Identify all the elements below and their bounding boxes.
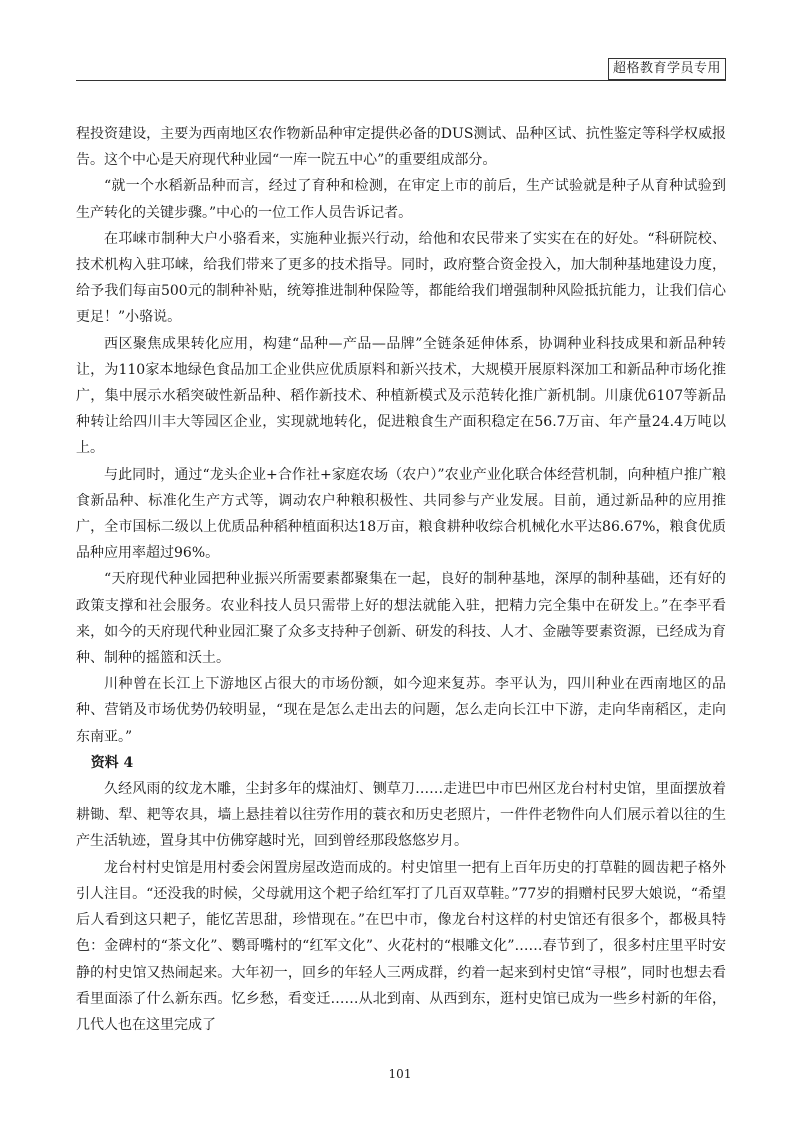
header-rule — [76, 80, 726, 81]
header-tag: 超格教育学员专用 — [608, 58, 726, 80]
paragraph-2: “就一个水稻新品种而言，经过了育种和检测，在审定上市的前后，生产试验就是种子从育种试验到生产转化的关键步骤。”中心的一位工作人员告诉记者。 — [76, 178, 726, 221]
paragraph-3: 在邛崃市制种大户小骆看来，实施种业振兴行动，给他和农民带来了实实在在的好处。“科研院校、技术机构入驻邛崃，给我们带来了更多的技术指导。同时，政府整合资金投入，加大制种基地建设力度，给予我们每亩500元的制种补贴，统筹推进制种保险等，都能给我们增强制种风险抵抗能力，让我们信心更足！”小骆说。 — [76, 230, 726, 326]
paragraph-4: 西区聚焦成果转化应用，构建“品种—产品—品牌”全链条延伸体系，协调种业科技成果和新品种转让，为110家本地绿色食品加工企业供应优质原料和新兴技术，大规模开展原料深加工和新品种市场化推广，集中展示水稻突破性新品种、稻作新技术、种植新模式及示范转化推广新机制。川康优6107等新品种转让给四川丰大等园区企业，实现就地转化，促进粮食生产面积稳定在56.7万亩、年产量24.4万吨以上。 — [76, 335, 726, 457]
paragraph-7: 川种曾在长江上下游地区占很大的市场份额，如今迎来复苏。李平认为，四川种业在西南地区的品种、营销及市场优势仍较明显，“现在是怎么走出去的问题，怎么走向长江中下游，走向华南稻区，走向东南亚。” — [76, 676, 726, 745]
document-body — [76, 121, 726, 1038]
page-number: 101 — [388, 1067, 412, 1081]
paragraph-5: 与此同时，通过“龙头企业+合作社+家庭农场（农户）”农业产业化联合体经营机制，向种植户推广粮食新品种、标准化生产方式等，调动农户种粮积极性、共同参与产业发展。目前，通过新品种的应用推广，全市国标二级以上优质品种稻种植面积达18万亩，粮食耕种收综合机械化水平达86.67%，粮食优质品种应用率超过96%。 — [76, 466, 726, 562]
section-title: 资料 4 — [90, 754, 134, 771]
paragraph-8: 久经风雨的纹龙木雕，尘封多年的煤油灯、铡草刀……走进巴中市巴州区龙台村村史馆，里面摆放着耕锄、犁、耙等农具，墙上悬挂着以往劳作用的蓑衣和历史老照片，一件件老物件向人们展示着以往的生产生活轨迹，置身其中仿佛穿越时光，回到曾经那段悠悠岁月。 — [76, 781, 726, 850]
paragraph-1: 程投资建设，主要为西南地区农作物新品种审定提供必备的DUS测试、品种区试、抗性鉴定等科学权威报告。这个中心是天府现代种业园“一库一院五中心”的重要组成部分。 — [76, 126, 726, 169]
paragraph-6: “天府现代种业园把种业振兴所需要素都聚集在一起，良好的制种基地，深厚的制种基础，还有好的政策支撑和社会服务。农业科技人员只需带上好的想法就能入驻，把精力完全集中在研发上。”在李平看来，如今的天府现代种业园汇聚了众多支持种子创新、研发的科技、人才、金融等要素资源，已经成为育种、制种的摇篮和沃土。 — [76, 571, 726, 667]
paragraph-9: 龙台村村史馆是用村委会闲置房屋改造而成的。村史馆里一把有上百年历史的打草鞋的圆齿耙子格外引人注目。“还没我的时候，父母就用这个耙子给红军打了几百双草鞋。”77岁的捐赠村民罗大娘说，“希望后人看到这只耙子，能忆苦思甜，珍惜现在。”在巴中市，像龙台村这样的村史馆还有很多个，都极具特色：金碑村的“茶文化”、鹦哥嘴村的“红军文化”、火花村的“根雕文化”……春节到了，很多村庄里平时安静的村史馆又热闹起来。大年初一，回乡的年轻人三两成群，约着一起来到村史馆“寻根”，同时也想去看看里面添了什么新东西。忆乡愁，看变迁……从北到南、从西到东，逛村史馆已成为一些乡村新的年俗，几代人也在这里完成了 — [76, 859, 726, 1033]
